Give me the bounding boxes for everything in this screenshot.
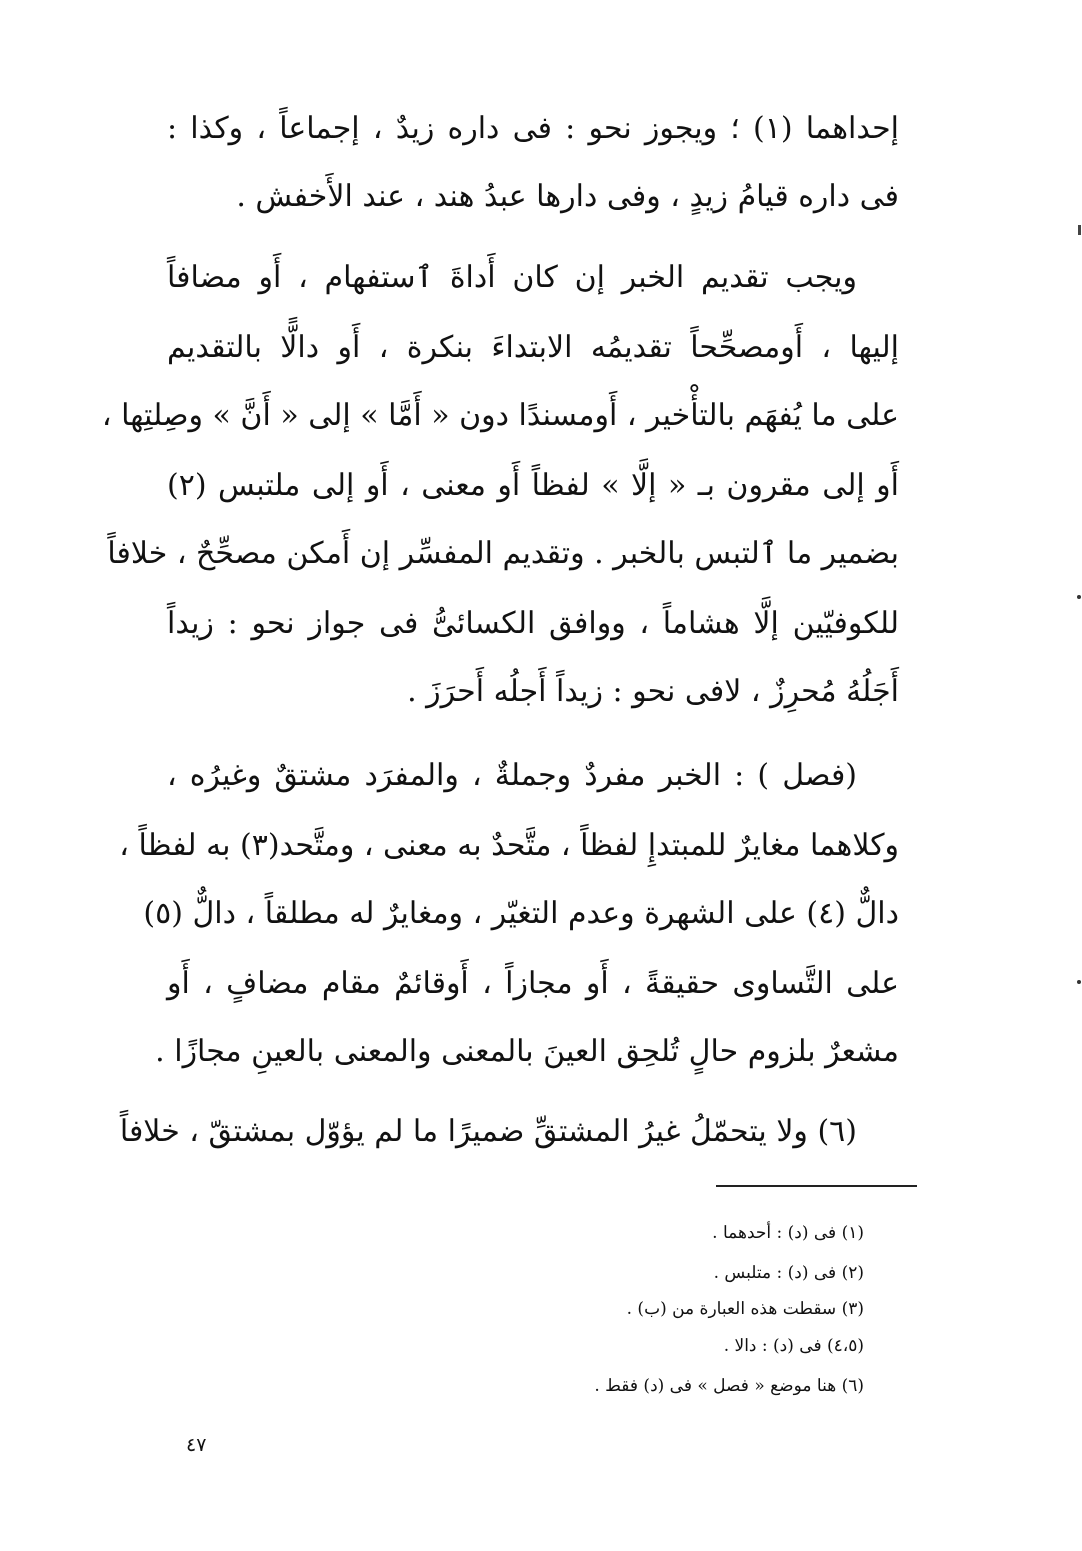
text-line-6: أَو إلى مقرون بـ « إلَّا » لفظاً أَو معنى ، أَو إلى ملتبس (٢): [167, 468, 899, 503]
text-line-8: للكوفيّين إلَّا هشاماً ، ووافق الكسائىُّ فى جواز نحو : زيداً: [167, 606, 899, 641]
text-line-9: أَجَلُهُ مُحرِزٌ ، لافى نحو : زيداً أَجلُه أَحرَزَ .: [407, 674, 899, 709]
text-line-15: (٦) ولا يتحمّلُ غيرُ المشتقِّ ضميرًا ما لم يؤوّل بمشتقّ ، خلافاً: [119, 1114, 857, 1149]
scan-edge-mark: [1078, 225, 1081, 235]
text-line-1: إحداهما (١) ؛ ويجوز نحو : فى داره زيدٌ ، إجماعاً ، وكذا :: [167, 111, 899, 146]
footnote-1: (١) فى (د) : أحدهما .: [712, 1223, 864, 1243]
footnote-4: (٤،٥) فى (د) : دالا .: [723, 1336, 864, 1356]
footnote-separator: [716, 1185, 917, 1187]
text-line-2: فى داره قيامُ زيدٍ ، وفى دارها عبدُ هند ، عند الأَخفش .: [236, 179, 899, 214]
text-line-11: وكلاهما مغايرٌ للمبتدإِ لفظاً ، متَّحدٌ به معنى ، ومتَّحد(٣) به لفظاً ،: [119, 828, 899, 863]
text-line-12: دالٌّ (٤) على الشهرة وعدم التغيّر ، ومغايرٌ له مطلقاً ، دالٌّ (٥): [143, 896, 899, 931]
text-line-13: على التَّساوى حقيقةً ، أَو مجازاً ، أَوقائمٌ مقام مضافٍ ، أَو: [167, 966, 899, 1001]
text-line-5: على ما يُفهَم بالتأْخير ، أَومسندًا دون « أَمَّا » إلى « أَنَّ » وصِلتِها ،: [101, 398, 899, 433]
scan-edge-mark: [1077, 595, 1081, 599]
scan-edge-mark: [1077, 980, 1081, 984]
page-number: ٤٧: [186, 1434, 207, 1456]
text-line-7: بضمير ما ٱلتبس بالخبر . وتقديم المفسِّر إن أَمكن مصحِّحٌ ، خلافاً: [107, 536, 899, 571]
text-line-3: ويجب تقديم الخبر إن كان أَداةَ ٱستفهام ، أَو مضافاً: [167, 260, 857, 295]
footnote-2: (٢) فى (د) : متلبس .: [713, 1263, 864, 1283]
footnote-5: (٦) هنا موضع « فصل » فى (د) فقط .: [594, 1376, 864, 1396]
text-line-4: إليها ، أَومصحِّحاً تقديمُه الابتداءَ بنكرة ، أَو دالًّا بالتقديم: [167, 330, 899, 365]
text-line-10: (فصل ) : الخبر مفردٌ وجملةٌ ، والمفرَد مشتقٌ وغيرُه ،: [167, 758, 857, 793]
text-line-14: مشعرٌ بلزوم حالٍ تُلحِق العينَ بالمعنى والمعنى بالعينِ مجازًا .: [155, 1034, 899, 1069]
footnote-3: (٣) سقطت هذه العبارة من (ب) .: [626, 1299, 864, 1319]
